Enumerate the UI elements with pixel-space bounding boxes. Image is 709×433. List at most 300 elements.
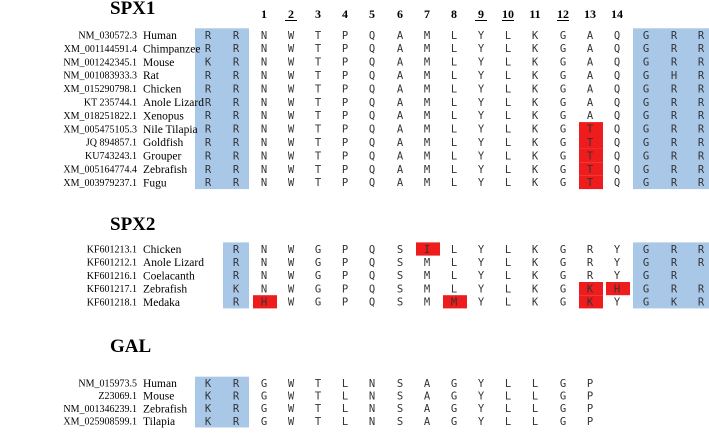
residue: N — [368, 377, 376, 390]
residue: A — [423, 403, 431, 416]
residue: K — [531, 257, 539, 269]
residue: W — [287, 163, 295, 176]
residue: Q — [368, 43, 376, 56]
residue: G — [559, 243, 567, 256]
accession-number: KF601213.1 — [86, 244, 137, 256]
residue: R — [697, 29, 705, 42]
residue: A — [396, 43, 404, 56]
residue: Q — [368, 163, 376, 176]
residue: L — [450, 96, 458, 109]
section-title: GAL — [110, 336, 152, 357]
residue: L — [504, 123, 512, 136]
residue: A — [396, 56, 404, 69]
residue: Y — [613, 296, 621, 309]
residue: R — [204, 83, 212, 96]
residue: L — [450, 283, 458, 296]
residue: Q — [368, 270, 376, 283]
residue: R — [232, 56, 240, 69]
species-name: Mouse — [143, 390, 175, 403]
residue: R — [232, 257, 240, 269]
residue: Q — [613, 163, 621, 176]
residue: K — [586, 283, 594, 296]
residue: Q — [368, 243, 376, 256]
residue: R — [697, 43, 705, 56]
residue: T — [586, 137, 594, 149]
residue: L — [341, 415, 349, 428]
residue: R — [232, 403, 240, 416]
residue: P — [341, 43, 349, 56]
position-number: 3 — [315, 7, 321, 21]
residue: K — [204, 377, 212, 390]
residue: L — [504, 150, 512, 163]
residue: L — [450, 83, 458, 96]
residue: S — [396, 296, 404, 309]
accession-number: XM_005164774.4 — [63, 164, 137, 176]
residue: M — [423, 296, 431, 309]
residue: W — [287, 243, 295, 256]
position-number: 12 — [557, 7, 569, 21]
residue: N — [368, 415, 376, 428]
position-number: 4 — [342, 7, 348, 21]
residue: R — [697, 257, 705, 269]
residue: Q — [613, 123, 621, 136]
residue: L — [450, 29, 458, 42]
residue: N — [260, 110, 268, 123]
species-name: Xenopus — [143, 110, 184, 123]
residue: G — [559, 177, 567, 190]
residue: R — [232, 177, 240, 190]
residue: G — [642, 257, 650, 269]
residue: L — [450, 110, 458, 123]
accession-number: XM_018251822.1 — [63, 110, 137, 122]
residue: Q — [613, 43, 621, 56]
position-number: 9 — [478, 7, 484, 21]
residue: L — [504, 283, 512, 296]
residue: R — [697, 177, 705, 190]
residue: M — [423, 29, 431, 42]
residue: S — [396, 243, 404, 256]
accession-number: JQ 894857.1 — [85, 137, 137, 149]
residue: R — [232, 296, 240, 309]
residue: R — [232, 270, 240, 283]
residue: Q — [613, 56, 621, 69]
residue: L — [504, 43, 512, 56]
accession-number: KF601218.1 — [86, 297, 137, 309]
residue: G — [642, 96, 650, 109]
residue: G — [260, 377, 268, 390]
residue: T — [314, 403, 322, 416]
residue: G — [314, 243, 322, 256]
residue: L — [531, 403, 539, 416]
residue: A — [396, 150, 404, 163]
residue: G — [559, 137, 567, 149]
residue: L — [504, 243, 512, 256]
residue: L — [531, 415, 539, 428]
accession-number: XM_001144591.4 — [63, 43, 137, 55]
residue: N — [260, 243, 268, 256]
section-title: SPX1 — [110, 0, 156, 19]
residue: N — [260, 56, 268, 69]
residue: Q — [368, 123, 376, 136]
residue: R — [204, 110, 212, 123]
residue: M — [423, 163, 431, 176]
residue: P — [341, 29, 349, 42]
residue: A — [396, 96, 404, 109]
residue: R — [670, 96, 678, 109]
residue: T — [314, 56, 322, 69]
residue: K — [232, 283, 240, 296]
residue: R — [697, 296, 705, 309]
residue: R — [697, 83, 705, 96]
residue: G — [559, 70, 567, 82]
residue: Q — [368, 257, 376, 269]
residue: P — [341, 243, 349, 256]
residue: P — [341, 296, 349, 309]
residue: P — [341, 83, 349, 96]
residue: A — [396, 137, 404, 149]
residue: G — [260, 390, 268, 403]
residue: W — [287, 257, 295, 269]
residue: G — [559, 123, 567, 136]
residue: A — [396, 110, 404, 123]
residue: M — [423, 123, 431, 136]
residue: K — [531, 43, 539, 56]
residue: G — [559, 377, 567, 390]
residue: G — [559, 110, 567, 123]
residue: A — [586, 56, 594, 69]
residue: T — [586, 163, 594, 176]
residue: G — [450, 377, 458, 390]
residue: Y — [477, 96, 485, 109]
residue: G — [559, 270, 567, 283]
residue: T — [314, 43, 322, 56]
residue: M — [450, 296, 458, 309]
residue: T — [314, 177, 322, 190]
residue: G — [642, 296, 650, 309]
residue: W — [287, 377, 295, 390]
accession-number: NM_001083933.3 — [63, 70, 137, 82]
residue: L — [504, 137, 512, 149]
residue: A — [423, 415, 431, 428]
residue: G — [559, 83, 567, 96]
residue: R — [670, 43, 678, 56]
residue: G — [642, 83, 650, 96]
residue: N — [368, 390, 376, 403]
residue: Y — [477, 110, 485, 123]
residue: L — [504, 415, 512, 428]
residue: G — [559, 283, 567, 296]
residue: A — [586, 83, 594, 96]
residue: M — [423, 96, 431, 109]
residue: W — [287, 43, 295, 56]
residue: G — [314, 257, 322, 269]
residue: P — [341, 70, 349, 82]
residue: T — [314, 110, 322, 123]
species-name: Anole Lizard — [143, 97, 204, 109]
residue: K — [531, 163, 539, 176]
flank-left-block — [195, 377, 249, 428]
residue: L — [504, 83, 512, 96]
residue: Q — [368, 96, 376, 109]
residue: G — [559, 150, 567, 163]
residue: Y — [477, 243, 485, 256]
residue: L — [450, 70, 458, 82]
residue: M — [423, 110, 431, 123]
residue: L — [450, 43, 458, 56]
residue: A — [396, 163, 404, 176]
residue: P — [341, 137, 349, 149]
residue: R — [232, 415, 240, 428]
residue: P — [341, 270, 349, 283]
residue: K — [204, 56, 212, 69]
residue: G — [260, 415, 268, 428]
residue: R — [232, 123, 240, 136]
residue: L — [504, 296, 512, 309]
residue: Y — [477, 257, 485, 269]
residue: Y — [477, 415, 485, 428]
residue: Y — [477, 29, 485, 42]
residue: G — [559, 257, 567, 269]
residue: G — [559, 296, 567, 309]
residue: T — [314, 29, 322, 42]
residue: R — [697, 163, 705, 176]
residue: Q — [613, 137, 621, 149]
residue: R — [204, 137, 212, 149]
accession-number: KF601212.1 — [86, 257, 137, 269]
residue: M — [423, 56, 431, 69]
residue: G — [260, 403, 268, 416]
residue: R — [670, 243, 678, 256]
residue: R — [670, 137, 678, 149]
residue: G — [642, 283, 650, 296]
residue: R — [670, 177, 678, 190]
residue: T — [586, 150, 594, 163]
residue: N — [260, 43, 268, 56]
residue: M — [423, 83, 431, 96]
residue: W — [287, 83, 295, 96]
residue: W — [287, 390, 295, 403]
position-number: 7 — [424, 7, 430, 21]
residue: N — [260, 123, 268, 136]
residue: T — [586, 123, 594, 136]
residue: G — [642, 123, 650, 136]
accession-number: KT 235744.1 — [83, 97, 137, 109]
residue: N — [260, 163, 268, 176]
residue: R — [586, 243, 594, 256]
residue: W — [287, 296, 295, 309]
residue: Y — [613, 270, 621, 283]
residue: A — [423, 377, 431, 390]
residue: R — [232, 96, 240, 109]
residue: Q — [368, 283, 376, 296]
residue: L — [504, 403, 512, 416]
species-name: Medaka — [143, 296, 181, 309]
residue: L — [504, 96, 512, 109]
residue: G — [642, 150, 650, 163]
residue: S — [396, 257, 404, 269]
residue: Y — [477, 43, 485, 56]
residue: K — [531, 29, 539, 42]
residue: K — [531, 70, 539, 82]
residue: Y — [477, 377, 485, 390]
species-name: Fugu — [143, 177, 167, 190]
residue: T — [314, 150, 322, 163]
residue: R — [232, 29, 240, 42]
residue: M — [423, 70, 431, 82]
residue: R — [586, 270, 594, 283]
residue: A — [396, 29, 404, 42]
residue: L — [504, 70, 512, 82]
residue: T — [314, 390, 322, 403]
residue: R — [204, 123, 212, 136]
residue: W — [287, 56, 295, 69]
residue: G — [559, 415, 567, 428]
residue: R — [232, 83, 240, 96]
residue: Y — [477, 177, 485, 190]
residue: Y — [613, 257, 621, 269]
residue: P — [586, 403, 594, 416]
residue: R — [697, 283, 705, 296]
residue: G — [642, 137, 650, 149]
residue: K — [531, 123, 539, 136]
residue: R — [697, 243, 705, 256]
species-name: Rat — [143, 70, 159, 83]
residue: G — [642, 29, 650, 42]
residue: L — [504, 377, 512, 390]
residue: R — [697, 96, 705, 109]
species-name: Zebrafish — [143, 283, 188, 296]
accession-number: XM_005475105.3 — [63, 124, 137, 136]
residue: R — [670, 123, 678, 136]
accession-number: NM_030572.3 — [78, 30, 137, 42]
residue: Y — [477, 150, 485, 163]
residue: S — [396, 415, 404, 428]
residue: L — [504, 257, 512, 269]
residue: Q — [368, 137, 376, 149]
residue: T — [314, 415, 322, 428]
residue: Q — [613, 150, 621, 163]
residue: T — [314, 377, 322, 390]
residue: Y — [477, 296, 485, 309]
residue: T — [586, 177, 594, 190]
residue: G — [642, 56, 650, 69]
residue: G — [642, 177, 650, 190]
residue: G — [642, 110, 650, 123]
residue: K — [531, 110, 539, 123]
position-number: 5 — [369, 7, 375, 21]
species-name: Chimpanzee — [143, 43, 201, 56]
residue: R — [670, 270, 678, 283]
residue: L — [504, 390, 512, 403]
residue: R — [232, 150, 240, 163]
residue: R — [204, 29, 212, 42]
residue: G — [559, 56, 567, 69]
residue: K — [531, 283, 539, 296]
residue: W — [287, 283, 295, 296]
residue: R — [232, 163, 240, 176]
residue: W — [287, 403, 295, 416]
residue: M — [423, 150, 431, 163]
residue: H — [670, 70, 678, 82]
residue: R — [232, 110, 240, 123]
residue: N — [260, 29, 268, 42]
residue: R — [670, 163, 678, 176]
residue: L — [450, 177, 458, 190]
residue: K — [531, 96, 539, 109]
residue: L — [450, 163, 458, 176]
residue: G — [559, 29, 567, 42]
residue: A — [396, 123, 404, 136]
residue: S — [396, 403, 404, 416]
residue: R — [670, 56, 678, 69]
residue: L — [450, 56, 458, 69]
residue: P — [341, 177, 349, 190]
residue: Q — [613, 70, 621, 82]
residue: R — [204, 96, 212, 109]
residue: R — [232, 43, 240, 56]
residue: Q — [613, 96, 621, 109]
residue: L — [504, 56, 512, 69]
residue: P — [341, 283, 349, 296]
residue: L — [450, 150, 458, 163]
residue: L — [341, 390, 349, 403]
residue: W — [287, 415, 295, 428]
residue: P — [341, 257, 349, 269]
residue: T — [314, 70, 322, 82]
residue: M — [423, 43, 431, 56]
residue: Q — [368, 83, 376, 96]
species-name: Anole Lizard — [143, 257, 204, 270]
residue: N — [260, 257, 268, 269]
residue: Q — [368, 56, 376, 69]
accession-number: KF601217.1 — [86, 284, 137, 296]
accession-number: Z23069.1 — [98, 391, 137, 403]
residue: R — [232, 137, 240, 149]
residue: R — [204, 177, 212, 190]
residue: L — [450, 257, 458, 269]
residue: A — [586, 110, 594, 123]
section-title: SPX2 — [110, 214, 156, 235]
species-name: Human — [143, 378, 177, 390]
residue: G — [450, 390, 458, 403]
residue: P — [341, 56, 349, 69]
residue: W — [287, 110, 295, 123]
residue: G — [559, 390, 567, 403]
species-name: Tilapia — [143, 416, 176, 429]
residue: L — [504, 163, 512, 176]
species-name: Coelacanth — [143, 270, 195, 283]
residue: T — [314, 137, 322, 149]
residue: W — [287, 137, 295, 149]
residue: R — [670, 150, 678, 163]
residue: A — [586, 96, 594, 109]
residue: R — [697, 70, 705, 82]
residue: M — [423, 137, 431, 149]
residue: L — [531, 390, 539, 403]
residue: I — [423, 243, 431, 256]
residue: R — [670, 83, 678, 96]
residue: T — [314, 163, 322, 176]
residue: Y — [477, 70, 485, 82]
residue: R — [697, 137, 705, 149]
residue: L — [531, 377, 539, 390]
residue: K — [531, 177, 539, 190]
accession-number: NM_015973.5 — [78, 378, 137, 390]
residue: M — [423, 270, 431, 283]
residue: W — [287, 123, 295, 136]
residue: G — [559, 96, 567, 109]
species-name: Zebrafish — [143, 164, 188, 176]
